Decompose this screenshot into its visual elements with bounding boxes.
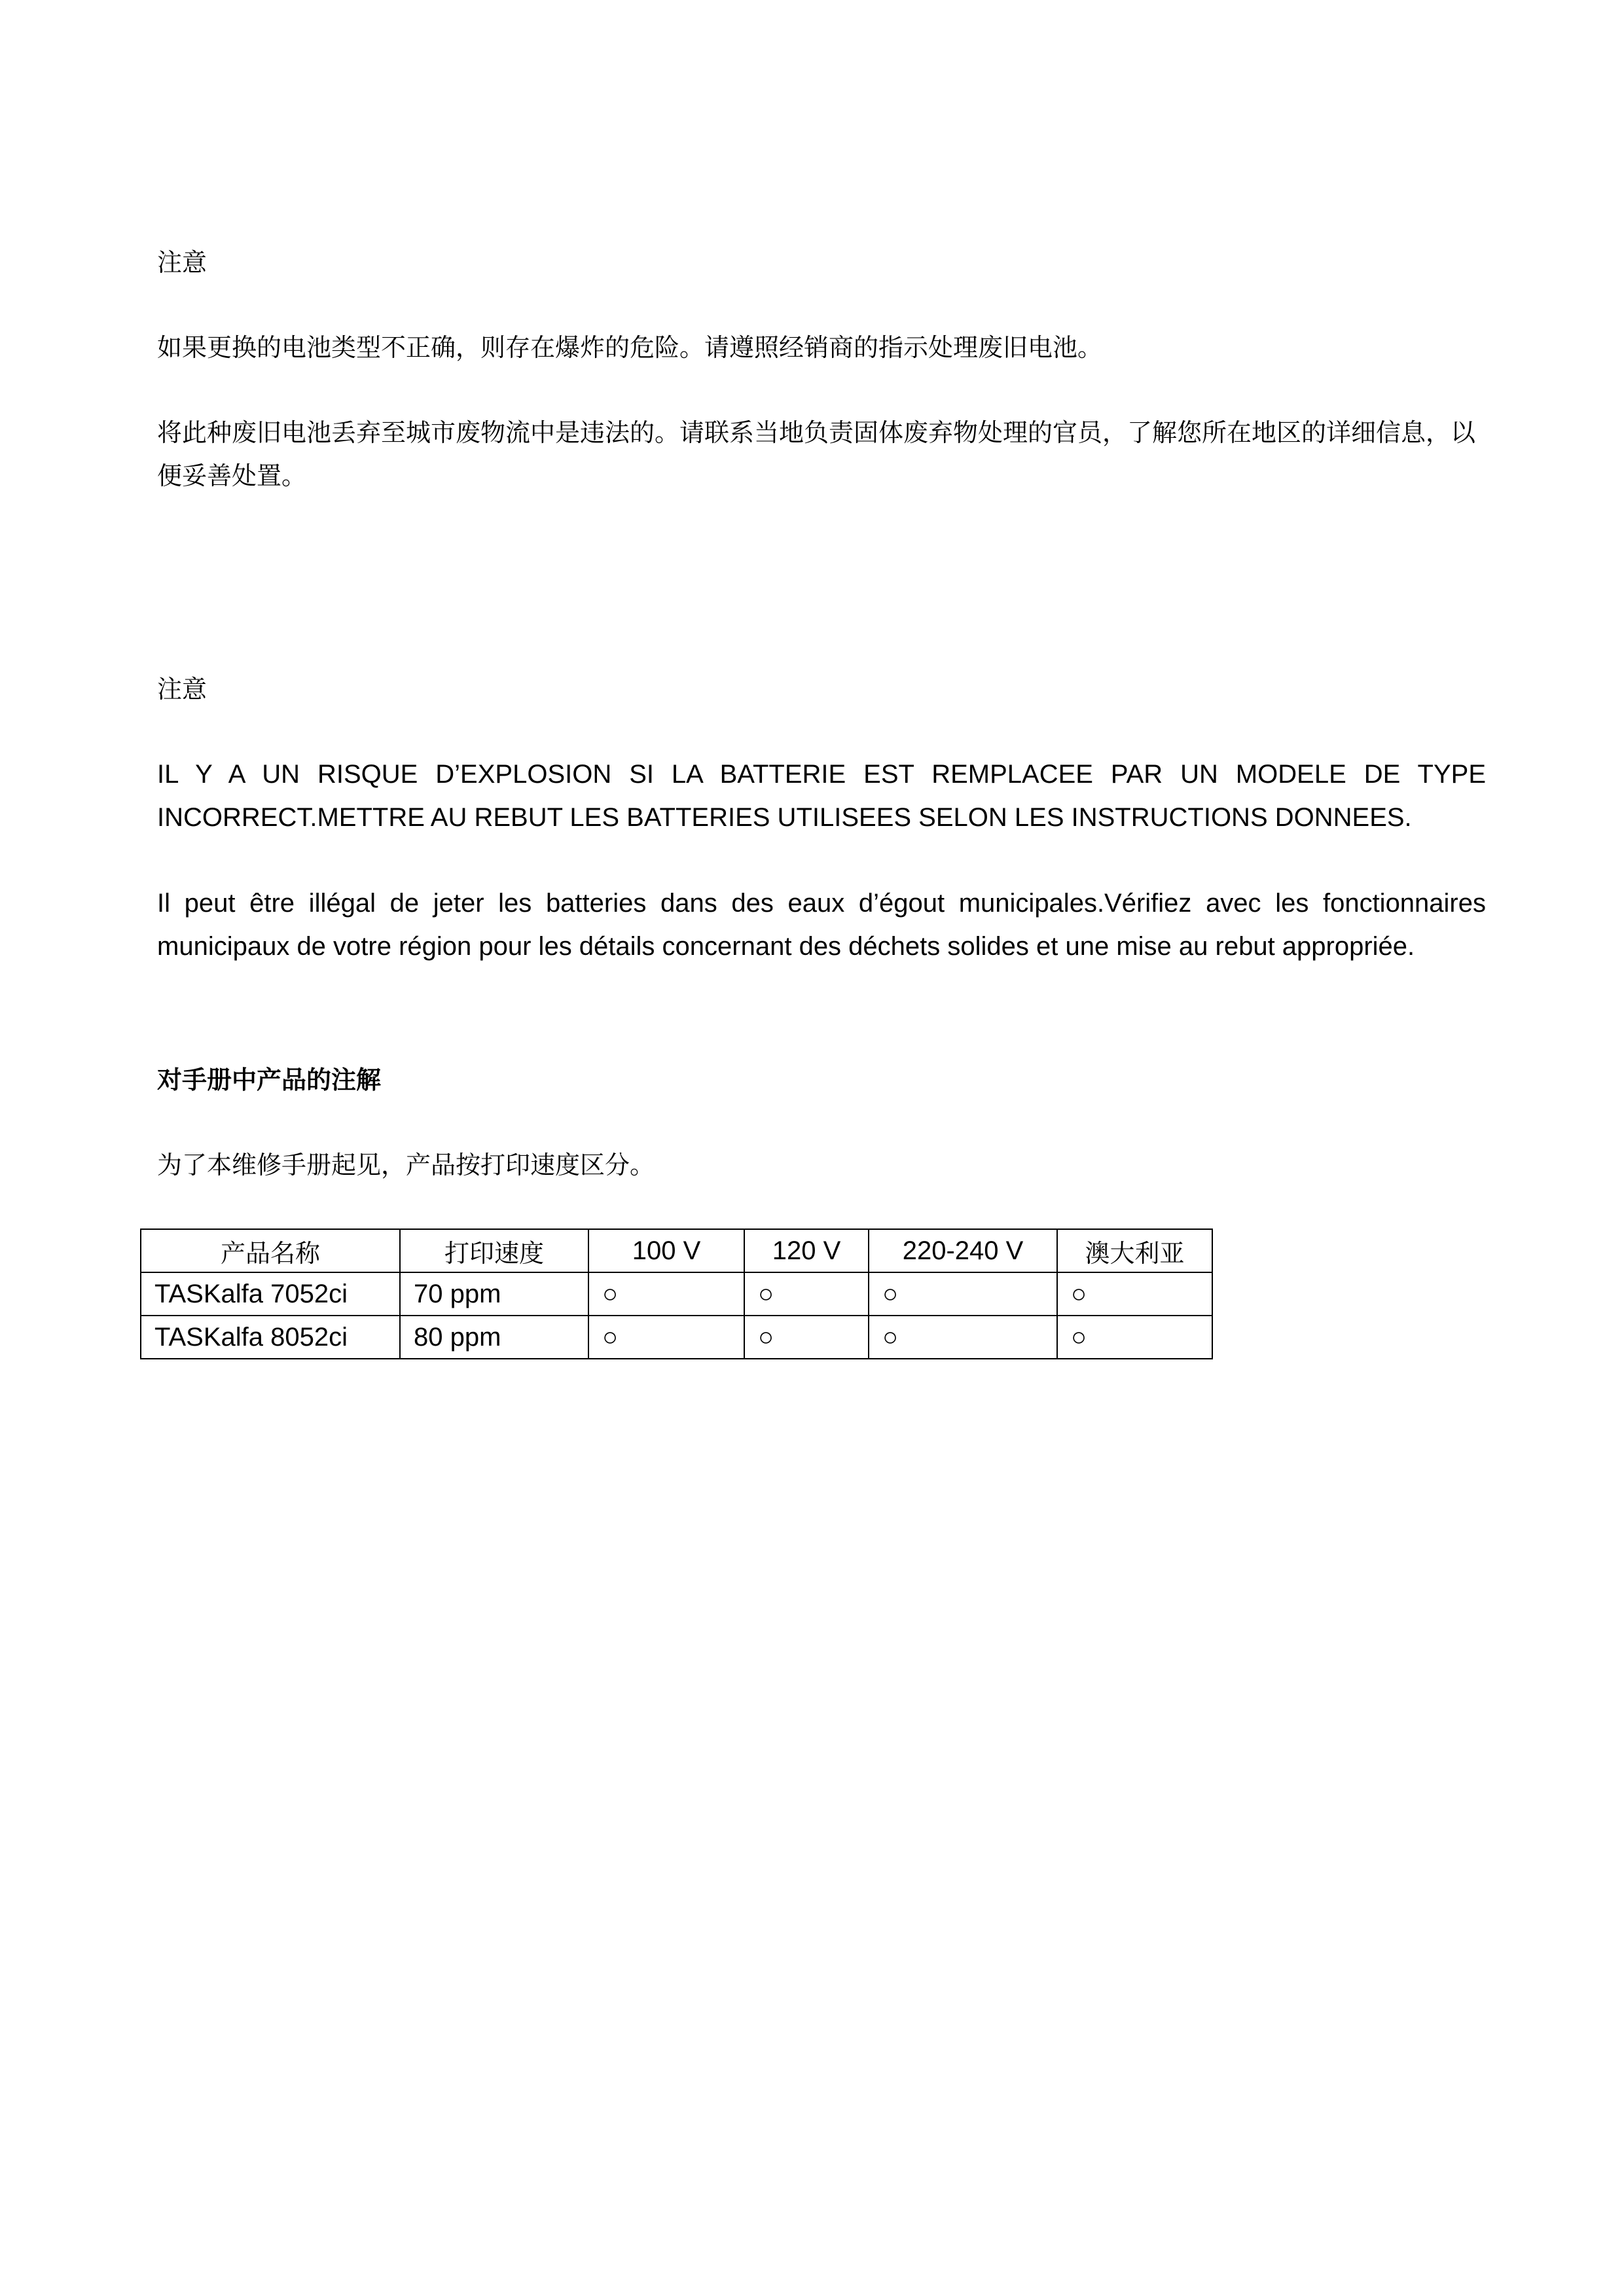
section-heading-fr: 注意	[157, 675, 208, 704]
cell-120v: ○	[744, 1316, 869, 1359]
table-row	[141, 1272, 1212, 1316]
header-australia: 澳大利亚	[1057, 1229, 1212, 1272]
cell-product-name: TASKalfa 8052ci	[141, 1316, 400, 1359]
cell-100v: ○	[588, 1316, 744, 1359]
cell-100v: ○	[588, 1272, 744, 1316]
section-heading-cn: 注意	[157, 248, 208, 277]
disposal-notice-fr: Il peut être illégal de jeter les batteries dans des eaux d’égout municipales.Vérifiez avec les fonctionnaires municipaux de votre région pour les détails concernant des déchets solides et une mise au rebut appropriée.	[157, 889, 1486, 961]
product-note-heading: 对手册中产品的注解	[157, 1065, 382, 1094]
cell-120v: ○	[744, 1272, 869, 1316]
header-100v: 100 V	[588, 1229, 744, 1272]
table-header-row	[141, 1229, 1212, 1272]
cell-print-speed: 70 ppm	[400, 1272, 588, 1316]
product-table	[140, 1229, 1213, 1359]
header-print-speed: 打印速度	[400, 1229, 588, 1272]
cell-220-240v: ○	[869, 1272, 1057, 1316]
header-product-name: 产品名称	[141, 1229, 400, 1272]
battery-warning-cn: 如果更换的电池类型不正确，则存在爆炸的危险。请遵照经销商的指示处理废旧电池。	[157, 333, 1103, 362]
table-row	[141, 1316, 1212, 1359]
cell-print-speed: 80 ppm	[400, 1316, 588, 1359]
product-note-intro: 为了本维修手册起见，产品按打印速度区分。	[157, 1151, 655, 1179]
disposal-notice-cn: 将此种废旧电池丢弃至城市废物流中是违法的。请联系当地负责固体废弃物处理的官员，了解您所在地区的详细信息，以便妥善处置。	[157, 418, 1476, 490]
cell-product-name: TASKalfa 7052ci	[141, 1272, 400, 1316]
battery-warning-fr: IL Y A UN RISQUE D’EXPLOSION SI LA BATTERIE EST REMPLACEE PAR UN MODELE DE TYPE INCORRECT.METTRE AU REBUT LES BATTERIES UTILISEES SELON LES INSTRUCTIONS DONNEES.	[157, 760, 1486, 832]
cell-australia: ○	[1057, 1272, 1212, 1316]
cell-australia: ○	[1057, 1316, 1212, 1359]
header-220-240v: 220-240 V	[869, 1229, 1057, 1272]
cell-220-240v: ○	[869, 1316, 1057, 1359]
header-120v: 120 V	[744, 1229, 869, 1272]
